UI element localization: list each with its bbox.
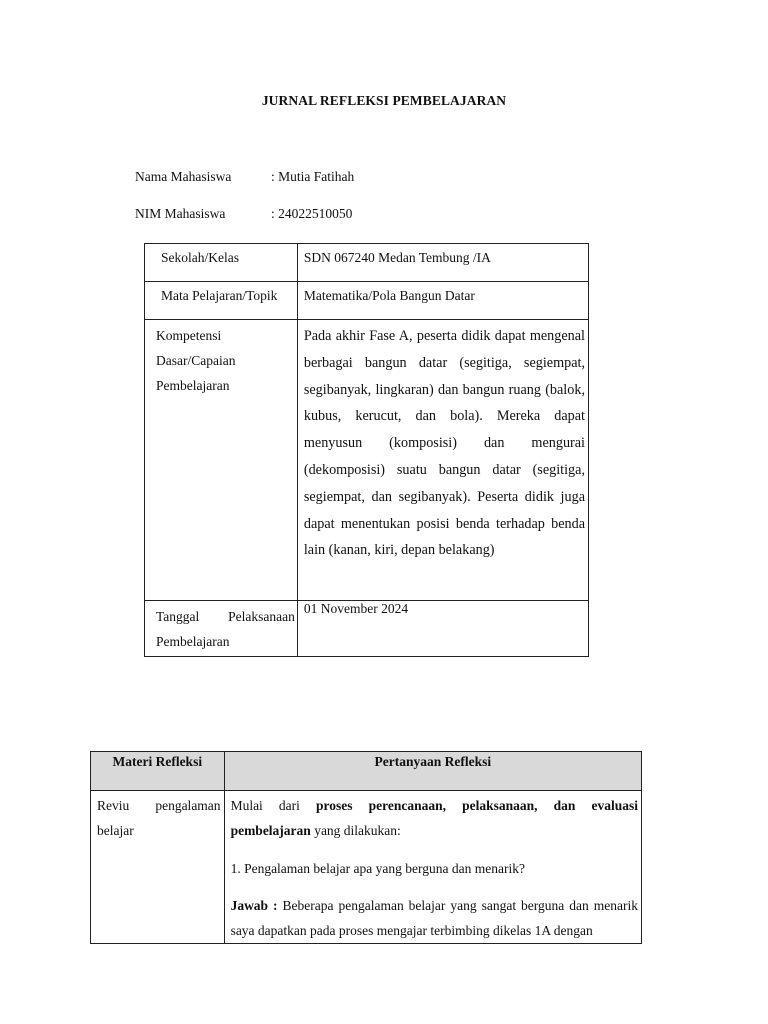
student-nim-value: : 24022510050 [271, 206, 353, 221]
intro-word: Mulai [230, 798, 263, 813]
info-label-cell [145, 244, 298, 282]
answer-1 [231, 893, 638, 943]
subject-value: Matematika/Pola Bangun Datar [303, 288, 475, 303]
school-label: Sekolah/Kelas [161, 250, 239, 265]
reflection-row [91, 791, 642, 944]
intro-bold-word: perencanaan, [368, 798, 446, 813]
competence-label [145, 320, 297, 398]
material-cell [91, 791, 225, 944]
info-value-cell [297, 601, 588, 657]
student-name-value: : Mutia Fatihah [271, 169, 355, 184]
reflection-header-row [91, 752, 642, 791]
info-table [144, 243, 589, 657]
school-value: SDN 067240 Medan Tembung /IA [303, 250, 491, 265]
intro-bold-word: pelaksanaan, [462, 798, 538, 813]
date-label-line: Pembelajaran [156, 634, 230, 649]
student-name-label: Nama Mahasiswa [135, 169, 232, 184]
competence-label-line: Dasar/Capaian [156, 353, 236, 368]
info-value-cell [297, 320, 588, 601]
intro-word: dari [278, 798, 300, 813]
material-word: Reviu [97, 798, 130, 813]
intro-bold-term: pembelajaran [230, 823, 311, 838]
date-label-word: Tanggal [156, 609, 200, 624]
info-label-cell [145, 320, 298, 601]
answer-text: Beberapa pengalaman belajar yang sangat berguna dan menarik saya dapatkan pada proses mengajar terbimbing dikelas 1A dengan [230, 898, 638, 938]
student-name-row [135, 169, 354, 185]
subject-label: Mata Pelajaran/Topik [161, 288, 278, 303]
student-nim-row [135, 206, 352, 222]
intro-line-2 [231, 818, 638, 843]
competence-label-line: Pembelajaran [156, 378, 230, 393]
question-1: 1. Pengalaman belajar apa yang berguna dan menarik? [230, 861, 525, 876]
intro-bold-word: evaluasi [591, 798, 638, 813]
competence-label-line: Kompetensi [156, 328, 222, 343]
intro-line [231, 793, 638, 818]
question-cell [224, 791, 641, 944]
material-word: pengalaman [155, 798, 221, 813]
material-header: Materi Refleksi [91, 752, 225, 791]
info-value-cell [297, 282, 588, 320]
answer-label: Jawab : [230, 898, 278, 913]
material-line: belajar [97, 823, 134, 838]
document-title: JURNAL REFLEKSI PEMBELAJARAN [261, 93, 507, 108]
intro-bold-word: proses [316, 798, 353, 813]
info-row-subject [145, 282, 589, 320]
competence-value: Pada akhir Fase A, peserta didik dapat mengenal berbagai bangun datar (segitiga, segiempat, segibanyak, lingkaran) dan bangun ruang (balok, kubus, kerucut, dan bola). Mereka dapat menyusun (komposisi) dan mengurai (dekomposisi) suatu bangun datar (segitiga, segiempat, dan segibanyak). Peserta didik juga dapat menentukan posisi benda terhadap benda lain (kanan, kiri, depan belakang) [303, 328, 585, 559]
question-header: Pertanyaan Refleksi [224, 752, 641, 791]
info-row-school [145, 244, 589, 282]
reflection-table [90, 751, 642, 944]
info-label-cell [145, 601, 298, 657]
date-label-word: Pelaksanaan [228, 609, 295, 624]
info-row-date [145, 601, 589, 657]
info-label-cell [145, 282, 298, 320]
student-nim-label: NIM Mahasiswa [135, 206, 226, 221]
intro-bold-word: dan [553, 798, 576, 813]
date-value: 01 November 2024 [303, 601, 409, 616]
intro-rest: yang dilakukan: [310, 823, 401, 838]
date-label [145, 601, 297, 654]
info-row-competence [145, 320, 589, 601]
info-value-cell [297, 244, 588, 282]
